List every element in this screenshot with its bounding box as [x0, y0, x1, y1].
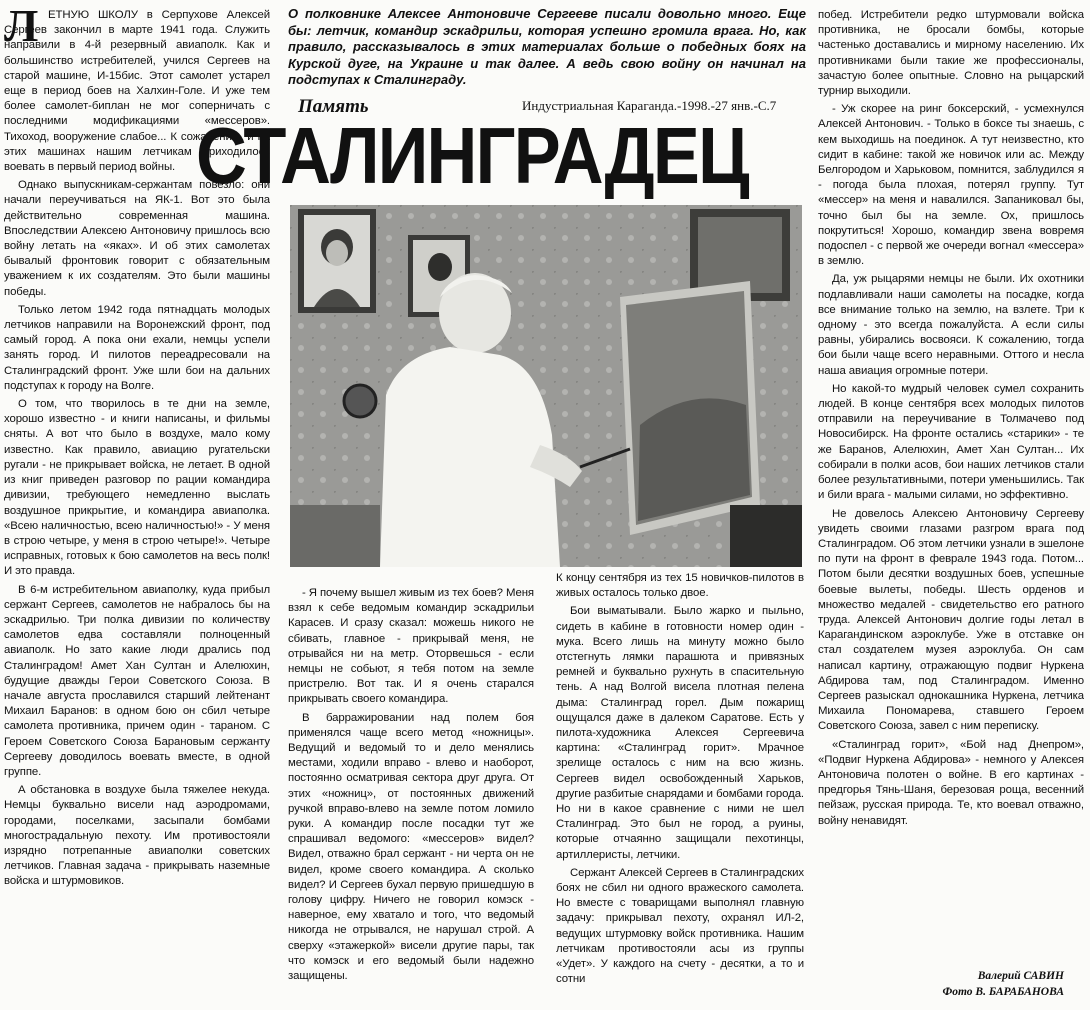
- paragraph: ЕТНУЮ ШКОЛУ в Серпухове Алексей Сергеев закончил в марте 1941 года. Служить направили в 4-й резервный авиаполк. Как и большинство истребителей, учился Сергеев на старой машине, И-15бис. Этот самолет устарел еще в период боев на Халхин-Голе. И уже тем более самолет-биплан не мог соперничать с последними модификациями «мессеров». Тихоход, вооружение слабое... К сожалению, и на этих машинах нашим летчикам приходилось воевать в первый период войны.: [4, 9, 270, 174]
- paragraph: А обстановка в воздухе была тяжелее некуда. Немцы буквально висели над аэродромами, городами, поселками, засыпали бомбами многострадальную пехоту. Им противостояли изрядно потрепанные авиаполки советских летчиков. Главная задача - прикрывать наземные войска и штурмовиков.: [4, 784, 270, 888]
- paragraph: Не довелось Алексею Антоновичу Сергееву увидеть своими глазами разгром врага под Сталинградом. Об этом летчики узнали в эшелоне по пути на фронт в феврале 1943 года. Потом... Потом были десятки воздушных боев, успешные боевые вылеты, победы. Шесть орденов и множество медалей - свидетельство его ратного труда. Алексей Антонович долгие годы летал в Карагандинском аэроклубе. Уже в отставке он стал создателем музея аэроклуба. Он сам написал картину, отражающую подвиг Нуркена Абдирова там, под Сталинградом. Именно Сергеев разыскал однокашника Нуркена, летчика Михаила Пономарева, ставшего Героем Советского Союза, завел с ним переписку.: [818, 507, 1084, 733]
- paragraph: В 6-м истребительном авиаполку, куда прибыл сержант Сергеев, самолетов не набралось бы на эскадрилью. Три полка дивизии по количеству самолетов едва составляли полноценный авиаполк. Но зато какие люди дрались под Сталинградом! Амет Хан Султан и Алелюхин, будущие дважды Герои Советского Союза. В начале августа прославился старший лейтенант Михаил Баранов: в одном бою он сбил четыре самолета противника, причем один - тараном. С Героем Советского Союза Барановым сержанту Сергееву доводилось воевать вместе, в одной группе.: [4, 583, 270, 778]
- paragraph: Но какой-то мудрый человек сумел сохранить людей. В конце сентября всех молодых пилотов отправили на переучивание в Толмачево под Новосибирск. На фронте остались «старики» - те же Баранов, Алелюхин, Амет Хан Султан... Их собирали в полки асов, бои наших летчиков стали более результативными, потери уменьшились. Так и били врага - малыми силами, но эффективно.: [818, 382, 1084, 502]
- paragraph: В барражировании над полем боя применялся чаще всего метод «ножницы». Ведущий и ведомый то и дело менялись местами, ходили вправо - влево и наоборот, постоянно осматривая сектора друг друга. От этих «ножниц», от постоянных движений ручкой вправо-влево на земле потом ломило руки. А командир после посадки тут же спрашивал ведомого: «мессеров» видел? Видел, отважно брал сержант - ни черта он не видел, кроме своего командира. А сколько видел? И Сергеев бухал первую пришедшую в голову цифру. Ничего не говорил комэск - наверное, ему хватало и того, что ведомый никогда не отрывался, не нарушал строй. А сверху «этажеркой» висели другие пары, так что комэск и его ведомый были надежно защищены.: [288, 711, 534, 983]
- paragraph: Только летом 1942 года пятнадцать молодых летчиков направили на Воронежский фронт, под самый город. А пока они ехали, немцы успели занять город. И пилотов переадресовали на Сталинградский фронт. Уже шли бои на дальних подступах к городу на Волге.: [4, 303, 270, 392]
- photo-illustration: [290, 205, 802, 567]
- headline: СТАЛИНГРАДЕЦ: [196, 111, 748, 200]
- photo-pilot-painting: [290, 205, 802, 567]
- paragraph: Однако выпускникам-сержантам повезло: они начали переучиваться на ЯК-1. Вот это была действительно современная машина. Впоследствии Алексею Антоновичу пришлось всю войну летать на «яках». И об этих самолетах бывалый фронтовик говорит с обязательным уважением к их создателям. Это были машины победы.: [4, 179, 270, 298]
- byline-author: Валерий САВИН: [977, 970, 1064, 982]
- column-4: [818, 8, 1084, 970]
- paragraph: Да, уж рыцарями немцы не были. Их охотники подлавливали наши самолеты на посадке, когда все внимание только на землю, на взлете. Три к одному - это всегда пожалуйста. А если силы равны, убирались восвояси. К сожалению, тогда бои были чаще всего неравными. Оттого и несла наша авиация огромные потери.: [818, 273, 1084, 377]
- paragraph: О том, что творилось в те дни на земле, хорошо известно - и книги написаны, и фильмы сняты. А вот что было в воздухе, мало кому известно. Как правило, авиацию ругательски ругали - не прикрывает войска, не летает. В одной из книг приведен разговор по рации командира дивизии, требующего немедленно выслать воздушное прикрытие, и командира авиаполка. «Всею наличностью, всею наличностью!» - У меня в строю четыре, у меня в строю четыре!». Четыре исправных, готовых к бою самолетов на весь полк! И это правда.: [4, 398, 270, 578]
- rubric: Память: [298, 96, 369, 117]
- paragraph: - Уж скорее на ринг боксерский, - усмехнулся Алексей Антонович. - Только в боксе ты знаешь, с кем выходишь на поединок. А тут неизвестно, кто сидит в кабине: такой же новичок или ас. Между Белгородом и Харьковом, помнится, заблудился я - погода была плохая, потерял группу. Тут «мессер» на меня и навалился. Запаниковал бы, точно был бы на земле. Ох, пришлось покрутиться! Хорошо, командир звена вовремя подоспел - с первой же очереди вогнал «мессера» в землю.: [818, 103, 1084, 268]
- drop-cap: Л: [4, 0, 39, 51]
- column-2: [288, 586, 534, 1008]
- paragraph: «Сталинград горит», «Бой над Днепром», «Подвиг Нуркена Абдирова» - немного у Алексея Антоновича полотен о войне. В его картинах - предгорья Тянь-Шаня, березовая роща, весенний пейзаж, русская природа. Те, кто воевал отважно, войну ненавидят.: [818, 738, 1084, 827]
- paragraph: - Я почему вышел живым из тех боев? Меня взял к себе ведомым командир эскадрильи Карасев. И сразу сказал: можешь никого не сбивать, главное - прикрывай меня, не отрывайся ни на метр. Оторвешься - если немцы не собьют, я тебя потом на земле пристрелю. Вот так. И я очень старался прикрывать своего командира.: [288, 587, 534, 706]
- paragraph: К концу сентября из тех 15 новичков-пилотов в живых осталось только двое.: [556, 572, 804, 600]
- column-3: [556, 571, 804, 1008]
- paragraph: Сержант Алексей Сергеев в Сталинградских боях не сбил ни одного вражеского самолета. Но вместе с товарищами выполнял главную задачу: прикрывал пехоту, охранял ИЛ-2, ведущих штурмовку войск противника. Нашим летчикам противостояли асы из группы «Удет». У каждого на счету - десятки, а то и сотни: [556, 866, 804, 986]
- paragraph: Бои выматывали. Было жарко и пыльно, сидеть в кабине в готовности номер один - мука. Всего лишь на минуту можно было отстегнуть лямки парашюта и привязных ремней и буквально рухнуть в спасительную тень. А над Волгой висела плотная пелена дыма: Сталинград горел. Дым пожарищ ощущался даже в далеком Саратове. Есть у пилота-художника Алексея Сергеевича картина: «Сталинград горит». Мрачное зрелище осталось с ним на всю жизнь. Сергеев видел освобожденный Харьков, другие разбитые снарядами и бомбами города. Но ни в какое сравнение с ними не шел Сталинград. Это был не город, а руины, которые отчаянно защищали пехотинцы, артиллеристы, летчики.: [556, 605, 804, 861]
- source-citation: Индустриальная Караганда.-1998.-27 янв.-С.7: [522, 98, 777, 113]
- paragraph: побед. Истребители редко штурмовали войска противника, не бросали бомбы, которые частенько доставались и мирному населению. Их противниками были такие же профессионалы, зачастую более опытные. Словно на рыцарский турнир выходили.: [818, 9, 1084, 98]
- article-lead: О полковнике Алексее Антоновиче Сергееве писали довольно много. Еще бы: летчик, командир эскадрильи, которая успешно громила врага. Но, как правило, рассказывалось в этих материалах больше о победных боях на Курской дуге, на Украине и так далее. А ведь свою войну он начинал на подступах к Сталинграду.: [288, 6, 806, 87]
- byline-photo: Фото В. БАРАБАНОВА: [942, 986, 1064, 998]
